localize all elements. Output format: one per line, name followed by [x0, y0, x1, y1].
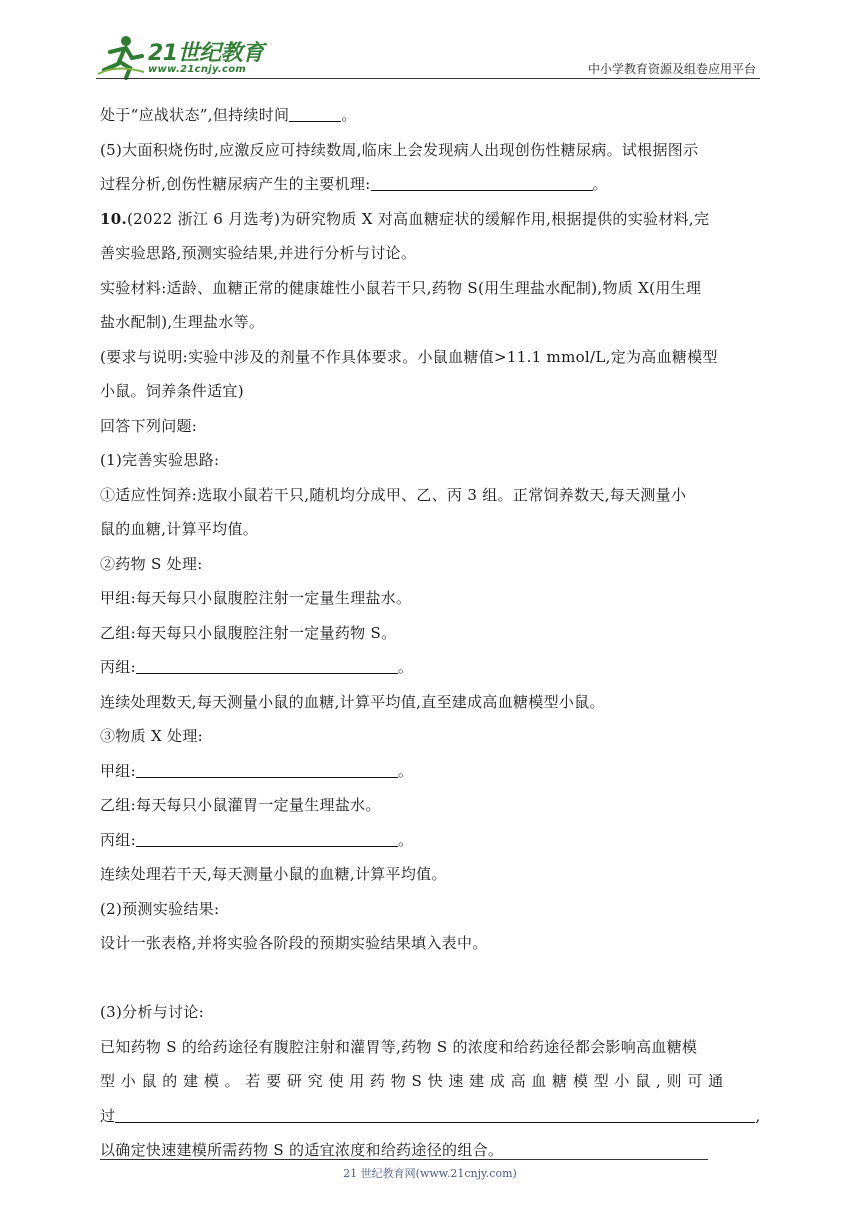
runner-logo-icon [96, 34, 146, 80]
text-line: 盐水配制),生理盐水等。 [100, 313, 265, 331]
page-header [96, 30, 760, 80]
text-line: 丙组: 。 [100, 823, 762, 858]
text-line: (要求与说明:实验中涉及的剂量不作具体要求。小鼠血糖值>11.1 mmol/L,定为高血糖模型 [100, 347, 718, 366]
text-line: 型 小 鼠 的 建 模 。 若 要 研 究 使 用 药 物 S 快 速 建 成 高 血 糖 模 型 小 鼠 , 则 可 通 [100, 1072, 724, 1090]
table-space [100, 961, 762, 996]
text-line: (3)分析与讨论: [100, 1003, 205, 1021]
question-number: 10. [100, 209, 127, 228]
text-line: ②药物 S 处理: [100, 554, 203, 573]
text-line: 甲组:每天每只小鼠腹腔注射一定量生理盐水。 [100, 589, 412, 607]
text-line: 乙组:每天每只小鼠灌胃一定量生理盐水。 [100, 796, 381, 814]
question-source: (2022 浙江 6 月选考) [127, 209, 281, 228]
text-line: 丙组: 。 [100, 650, 762, 685]
question-10-line: 10.(2022 浙江 6 月选考)为研究物质 X 对高血糖症状的缓解作用,根据提供的实验材料,完 [100, 209, 710, 228]
text-line: (1)完善实验思路: [100, 451, 220, 469]
answer-blank[interactable] [289, 103, 341, 122]
answer-blank[interactable] [136, 759, 398, 778]
logo-url: www.21cnjy.com [148, 64, 247, 75]
text-line: 鼠的血糖,计算平均值。 [100, 520, 259, 538]
header-divider [96, 78, 760, 79]
text-line: ①适应性饲养:选取小鼠若干只,随机均分成甲、乙、丙 3 组。正常饲养数天,每天测量小 [100, 485, 687, 504]
text-line: 处于“应战状态”,但持续时间 。 [100, 98, 762, 133]
text-line: 以确定快速建模所需药物 S 的适宜浓度和给药途径的组合。 [100, 1141, 504, 1159]
question-content [100, 98, 762, 1168]
text-line: ③物质 X 处理: [100, 727, 203, 745]
text-line: 设计一张表格,并将实验各阶段的预期实验结果填入表中。 [100, 934, 488, 952]
page-footer[interactable]: 21 世纪教育网(www.21cnjy.com) [343, 1167, 517, 1180]
text-line: 连续处理数天,每天测量小鼠的血糖,计算平均值,直至建成高血糖模型小鼠。 [100, 692, 605, 711]
answer-blank[interactable] [115, 1104, 755, 1123]
text-line: 连续处理若干天,每天测量小鼠的血糖,计算平均值。 [100, 865, 447, 883]
site-logo[interactable] [96, 34, 266, 80]
text-line: 小鼠。饲养条件适宜) [100, 382, 244, 400]
text-line: 乙组:每天每只小鼠腹腔注射一定量药物 S。 [100, 623, 397, 642]
text-line: 善实验思路,预测实验结果,并进行分析与讨论。 [100, 244, 417, 262]
text-line: (2)预测实验结果: [100, 899, 220, 918]
text-line: (5)大面积烧伤时,应激反应可持续数周,临床上会发现病人出现创伤性糖尿病。试根据图示 [100, 140, 699, 159]
text-line: 过 , [100, 1099, 762, 1134]
answer-blank[interactable] [136, 828, 398, 847]
text-line: 甲组: 。 [100, 754, 762, 789]
text-line: 回答下列问题: [100, 416, 198, 435]
text-line: 实验材料:适龄、血糖正常的健康雄性小鼠若干只,药物 S(用生理盐水配制),物质 X(用生理 [100, 278, 702, 297]
platform-name: 中小学教育资源及组卷应用平台 [587, 62, 756, 76]
text-line: 已知药物 S 的给药途径有腹腔注射和灌胃等,药物 S 的浓度和给药途径都会影响高血糖模 [100, 1037, 698, 1056]
footer-divider [100, 1159, 708, 1160]
answer-blank[interactable] [371, 172, 593, 191]
text-line: 过程分析,创伤性糖尿病产生的主要机理: 。 [100, 167, 762, 202]
logo-text: 21世纪教育 [148, 41, 264, 66]
answer-blank[interactable] [136, 655, 398, 674]
